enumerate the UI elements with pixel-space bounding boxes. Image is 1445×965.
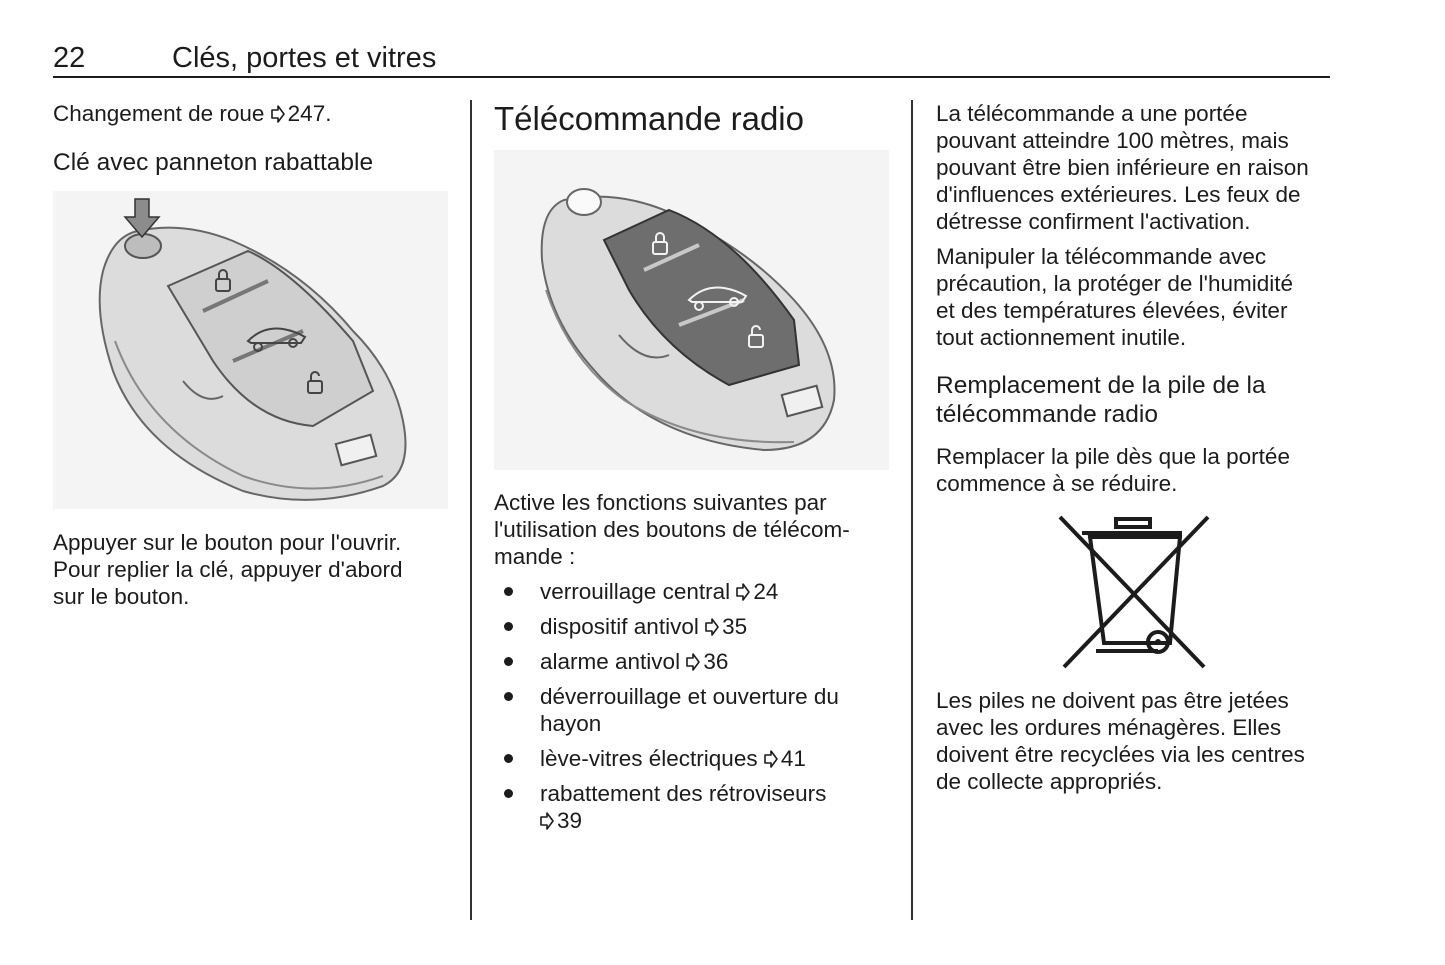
xref-arrow-icon: [540, 812, 554, 830]
xref-arrow-icon: [764, 750, 778, 768]
range-paragraph: La télécommande a une portée pouvant atteindre 100 mètres, mais pouvant être bien inférieure en raison d'influences extérieures. Les feux de détresse confirment l'activation.: [936, 101, 1309, 234]
crossed-out-bin-icon: [1054, 513, 1214, 671]
reference-link[interactable]: 35: [722, 614, 748, 639]
functions-list: [494, 578, 889, 834]
list-item: verrouillage central 24: [494, 578, 889, 605]
reference-link[interactable]: 36: [703, 649, 729, 674]
bullet-icon: [504, 622, 513, 631]
xref-arrow-icon: [271, 105, 285, 123]
page-number: 22: [53, 42, 86, 74]
xref-arrow-icon: [705, 618, 719, 636]
recycling-paragraph: Les piles ne doivent pas être jetées avec les ordures ménagères. Elles doivent être recyclées via les centres de collecte appropriés.: [936, 688, 1305, 794]
reference-link[interactable]: 24: [753, 579, 779, 604]
functions-intro-3: mande :: [494, 544, 576, 569]
functions-intro-2: l'utilisation des boutons de télécom-: [494, 517, 850, 542]
tire-change-reference: Changement de roue 247.: [53, 101, 332, 126]
care-paragraph: Manipuler la télécommande avec précaution, la protéger de l'humidité et des températures élevées, éviter tout actionnement inutile.: [936, 244, 1294, 350]
list-item: déverrouillage et ouverture du hayon: [494, 683, 889, 737]
column-2: [494, 100, 889, 834]
reference-link[interactable]: 247.: [287, 101, 332, 126]
column-divider-2: [911, 100, 913, 920]
page-header: [53, 40, 1330, 78]
bullet-icon: [504, 789, 513, 798]
xref-arrow-icon: [736, 583, 750, 601]
section-heading-battery: Remplacement de la pile de la télécommande radio: [936, 372, 1266, 428]
bullet-icon: [504, 692, 513, 701]
folding-key-instruction-3: sur le bouton.: [53, 584, 190, 609]
folding-key-illustration: [53, 191, 448, 509]
functions-intro-1: Active les fonctions suivantes par: [494, 490, 827, 515]
xref-arrow-icon: [686, 653, 700, 671]
list-item: alarme antivol 36: [494, 648, 889, 675]
list-item: lève-vitres électriques 41: [494, 745, 889, 772]
reference-link[interactable]: 41: [780, 746, 806, 771]
bullet-icon: [504, 754, 513, 763]
reference-link[interactable]: 39: [557, 808, 583, 833]
column-divider-1: [470, 100, 472, 920]
list-item: rabattement des rétroviseurs 39: [494, 780, 889, 834]
bullet-icon: [504, 587, 513, 596]
remote-control-illustration: [494, 150, 889, 470]
column-1: [53, 100, 448, 610]
chapter-title: Clés, portes et vitres: [172, 42, 437, 74]
section-heading-folding-key: Clé avec panneton rabattable: [53, 149, 374, 176]
battery-replace-paragraph: Remplacer la pile dès que la portée commence à se réduire.: [936, 444, 1290, 496]
list-item: dispositif antivol 35: [494, 613, 889, 640]
folding-key-instruction-2: Pour replier la clé, appuyer d'abord: [53, 557, 403, 582]
column-3: [936, 100, 1336, 795]
folding-key-instruction-1: Appuyer sur le bouton pour l'ouvrir.: [53, 530, 402, 555]
section-heading-remote-control: Télécommande radio: [494, 100, 804, 137]
bullet-icon: [504, 657, 513, 666]
